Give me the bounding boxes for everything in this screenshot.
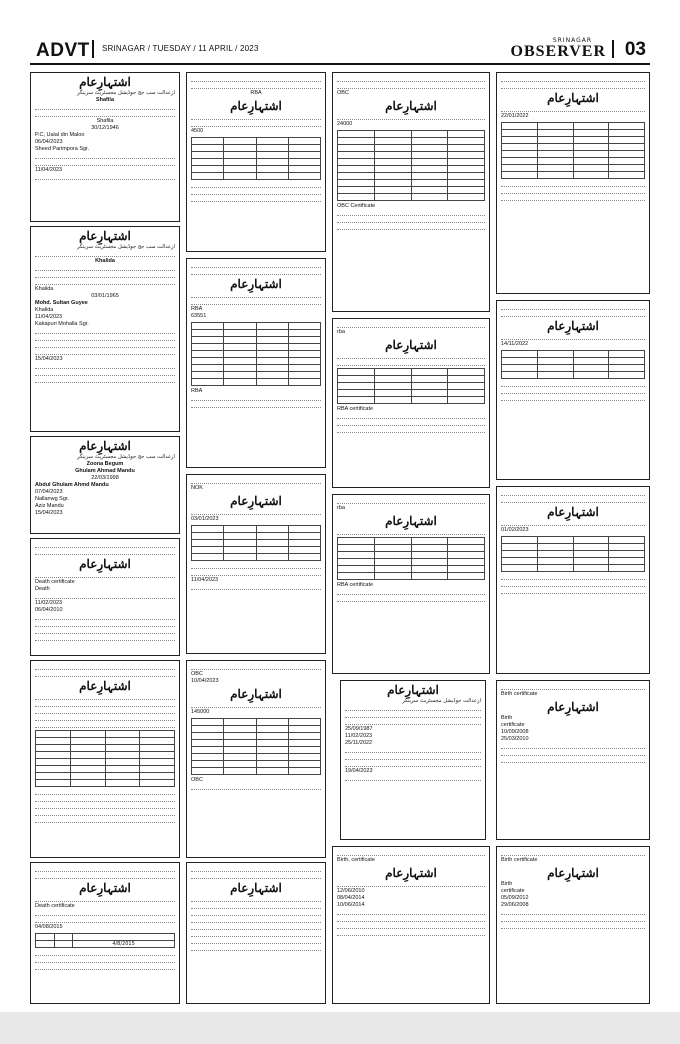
masthead-city: SRINAGAR — [552, 37, 592, 44]
header-divider — [92, 40, 94, 58]
notice-table — [501, 122, 645, 179]
notice-1: اشتہارِعام ازعدالت سب جج جوڈیشل مجسٹریٹ سرینگر Shafila Shafila 30/12/1946 P.C, Ualal din Maloo 06/04/2023 Sheed Parimpora Sgr. 11/04/2023 — [30, 72, 180, 222]
notice-7: RBA اشتہارِعام 4500 — [186, 72, 326, 252]
notice-17: اشتہارِعام 22/01/2022 — [496, 72, 650, 294]
header-divider — [612, 40, 614, 58]
notice-14: rba اشتہارِعام RBA certificate — [332, 494, 490, 674]
notice-19: اشتہارِعام 01/02/2023 — [496, 486, 650, 674]
notice-table — [337, 537, 485, 580]
page-header — [30, 36, 650, 62]
notice-8: اشتہارِعام RBA 63551 RBA — [186, 258, 326, 468]
notice-table — [337, 368, 485, 404]
notice-18: اشتہارِعام 14/11/2022 — [496, 300, 650, 480]
notice-table: 4/8/2015 — [35, 933, 175, 948]
notice-16: Birth, certificate اشتہارِعام 12/06/2010 08/04/2014 10/06/2014 — [332, 846, 490, 1004]
notice-table — [191, 718, 321, 775]
page-number: 03 — [624, 39, 646, 60]
notice-table — [191, 322, 321, 386]
notice-3: اشتہارِعام ازعدالت سب جج جوڈیشل مجسٹریٹ سرینگر Zoona Begum Ghulam Ahmad Mandu 22/03/1998 Abdul Ghulam Ahmd Mandu 07/04/2023 Nallanwg Sgr. Aziz Mandu 15/04/2023 — [30, 436, 180, 534]
notice-heading: اشتہارِعام — [79, 75, 131, 89]
notice-table — [35, 730, 175, 787]
notice-5: اشتہارِعام — [30, 660, 180, 858]
notice-10: OBC 10/04/2023 اشتہارِعام 145000 OBC — [186, 660, 326, 858]
notice-9: NOK اشتہارِعام 03/01/2023 11/04/2023 — [186, 474, 326, 654]
notice-table — [501, 350, 645, 379]
notice-table — [191, 137, 321, 180]
notice-table — [191, 525, 321, 561]
section-label: ADVT — [36, 40, 90, 61]
notice-table — [337, 130, 485, 201]
page-footer-band — [0, 1012, 680, 1044]
notice-6: اشتہارِعام Death certificate 04/08/2015 4/8/2015 — [30, 862, 180, 1004]
notice-11: اشتہارِعام — [186, 862, 326, 1004]
notice-12: OBC اشتہارِعام 24000 OBC Certificate — [332, 72, 490, 312]
masthead-logo: OBSERVER — [510, 43, 606, 60]
notice-13: rba اشتہارِعام RBA certificate — [332, 318, 490, 488]
notice-15: اشتہارِعام ازعدالت جوڈیشل مجسٹریٹ سرینگر 25/09/1987 11/02/2023 25/11/2022 19/04/2023 — [340, 680, 486, 840]
notice-20: Birth certificate اشتہارِعام Birth certificate 10/09/2008 25/03/2010 — [496, 680, 650, 840]
dateline: SRINAGAR / TUESDAY / 11 APRIL / 2023 — [102, 44, 259, 53]
header-rule — [30, 63, 650, 65]
notice-table — [501, 536, 645, 572]
notice-4: اشتہارِعام Death certificate Death 11/02/2023 06/04/2010 — [30, 538, 180, 656]
notice-2: اشتہارِعام ازعدالت سب جج جوڈیشل مجسٹریٹ سرینگر Khalida Khalida 03/01/1965 Mohd. Sultan Guyee Khalida 11/04/2023 Kakapuri Mohalla Sgr. 15/04/2023 — [30, 226, 180, 432]
notice-21: Birth certificate اشتہارِعام Birth certificate 05/09/2012 29/06/2008 — [496, 846, 650, 1004]
